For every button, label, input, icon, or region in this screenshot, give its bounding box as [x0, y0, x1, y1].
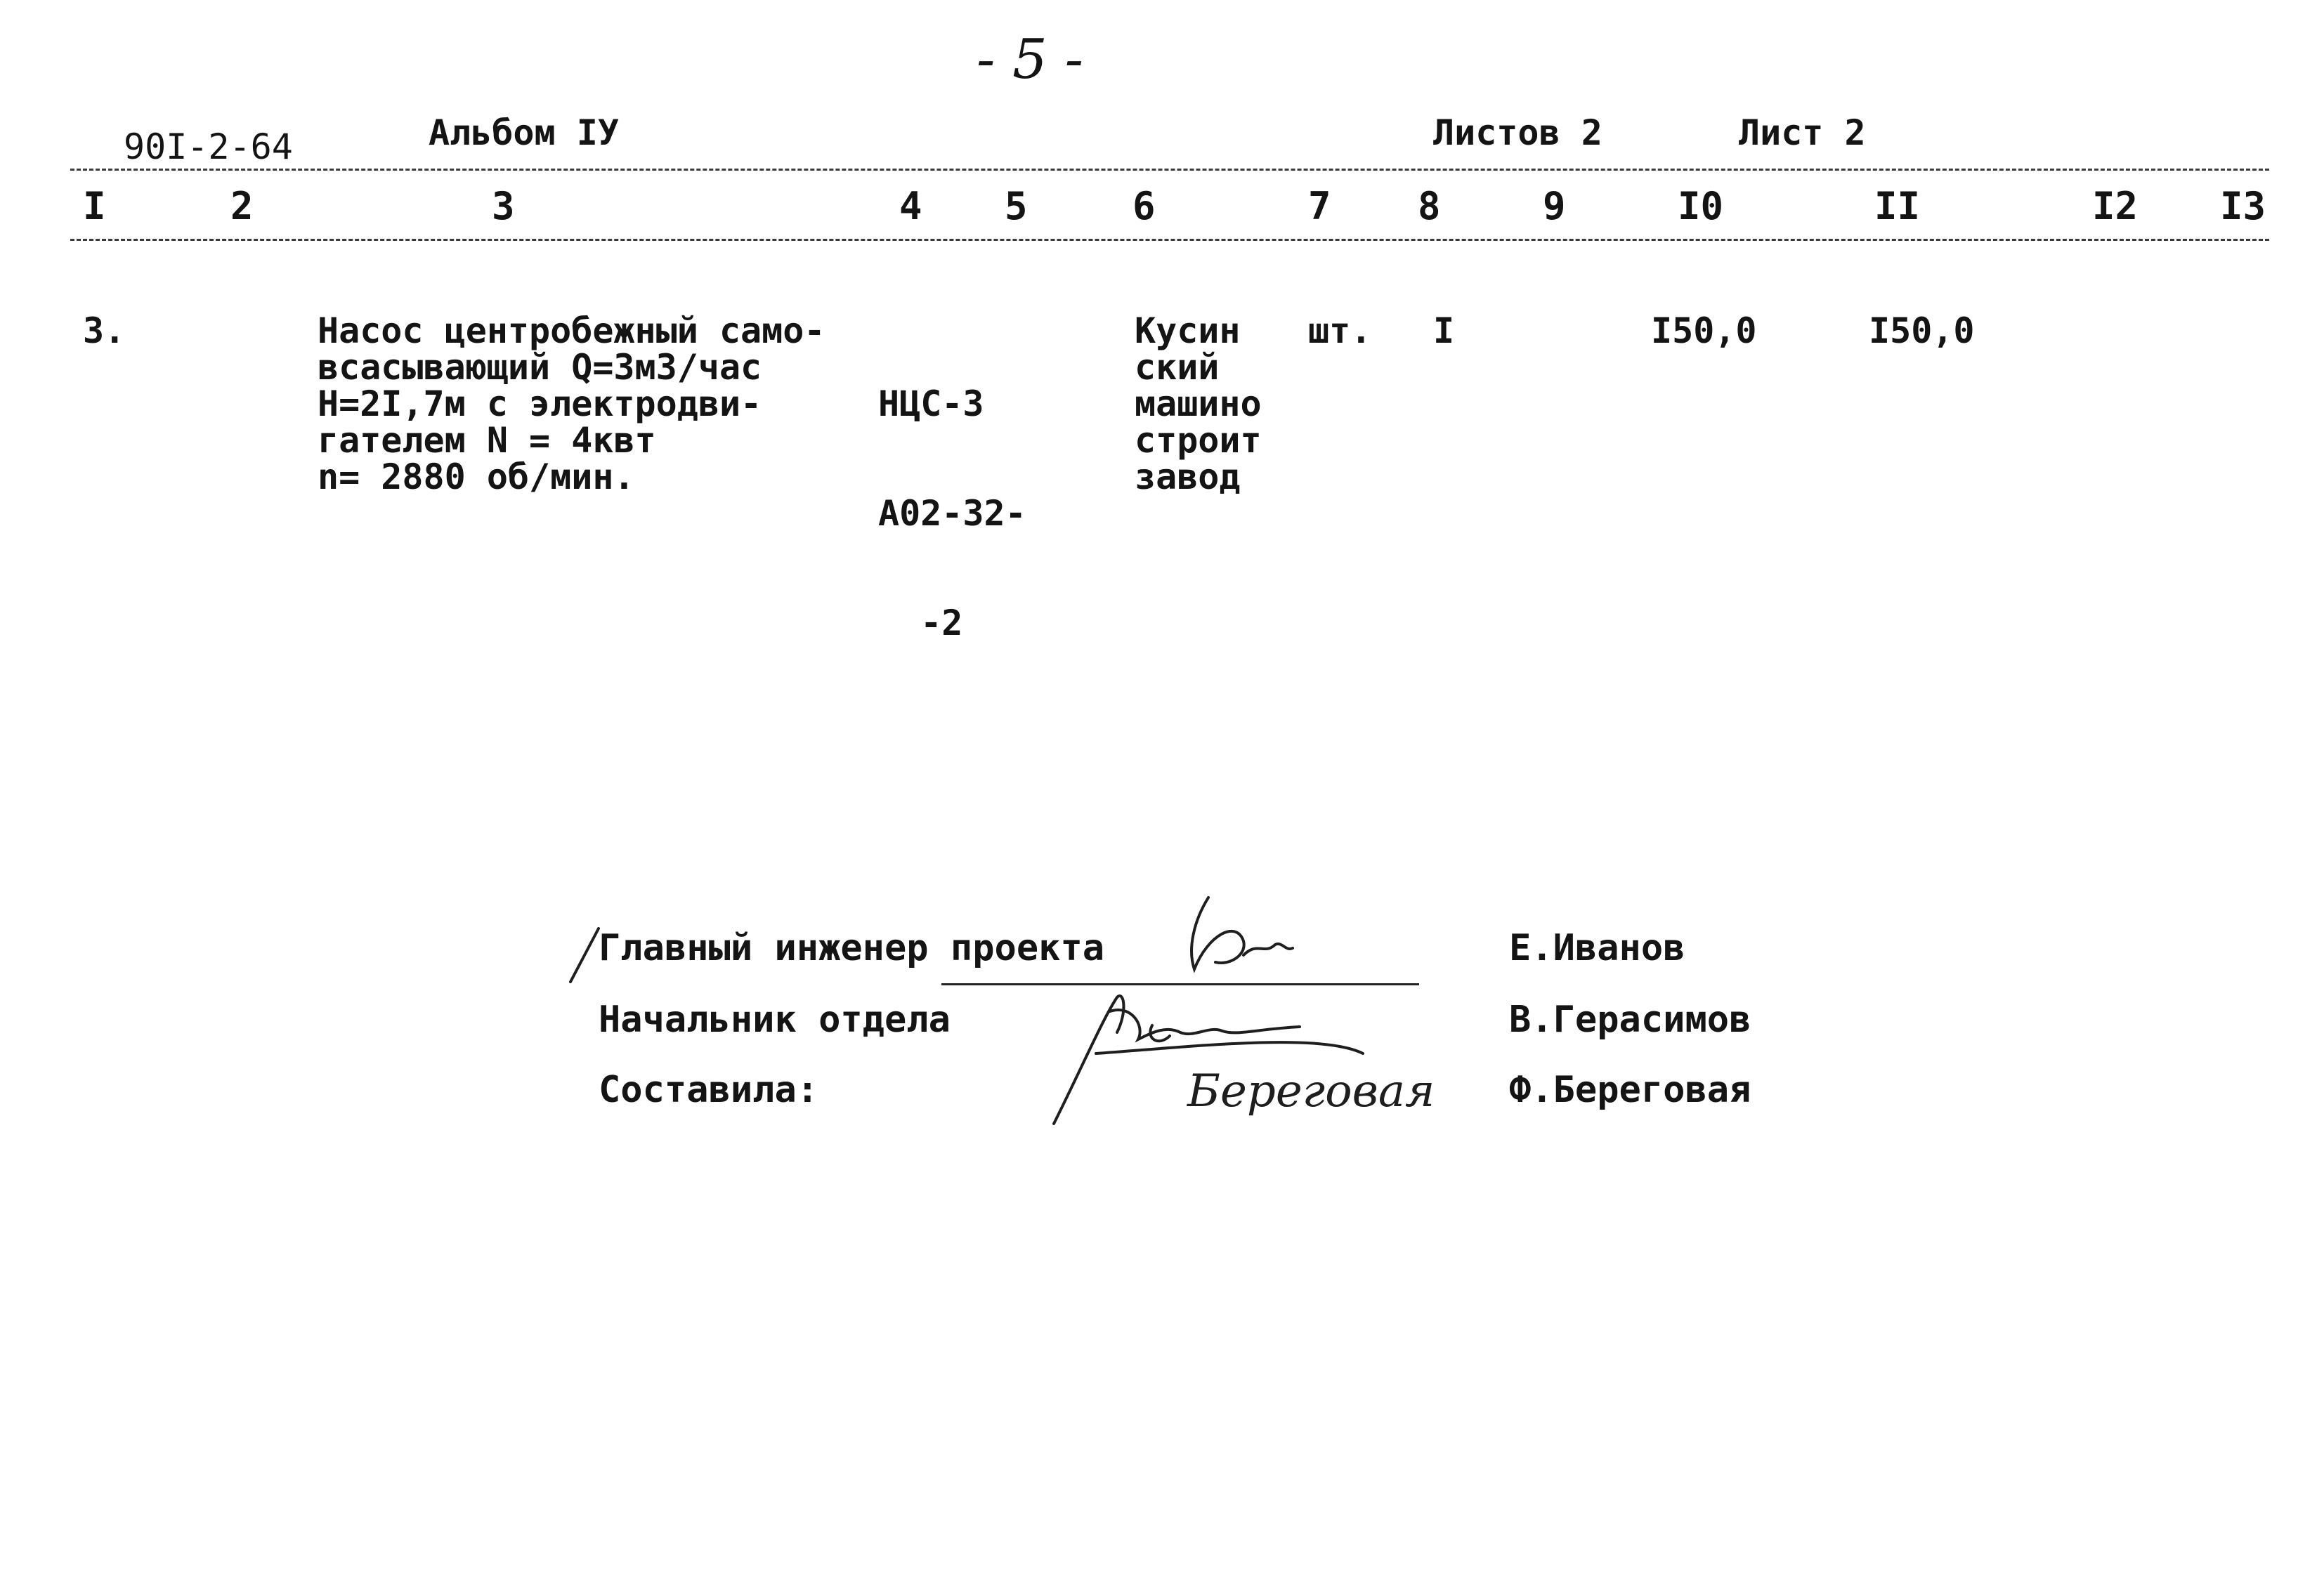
column-number: 2 [230, 184, 254, 228]
column-number: 8 [1418, 184, 1441, 228]
description-line: всасывающий Q=3м3/час [318, 347, 762, 388]
item-unit: шт. [1308, 310, 1372, 351]
department-head-label: Начальник отдела [599, 999, 951, 1041]
item-quantity: I [1433, 310, 1455, 351]
department-head-name: В.Герасимов [1509, 999, 1751, 1041]
chief-engineer-name: Е.Иванов [1509, 927, 1685, 969]
row-number: 3. [83, 310, 126, 351]
manufacturer-line: ский [1135, 347, 1220, 388]
column-number: I3 [2220, 184, 2266, 228]
type-line: НЦС-3 [878, 383, 984, 424]
manufacturer-line: машино [1135, 383, 1262, 424]
compiled-signature-text: Береговая [1187, 1065, 1435, 1117]
sheet-current: Лист 2 [1739, 112, 1866, 153]
manufacturer-line: Кусин [1135, 310, 1241, 351]
manufacturer-line: строит [1135, 420, 1262, 461]
description-line: n= 2880 об/мин. [318, 457, 635, 497]
type-line: А02-32- [878, 493, 1026, 534]
sheets-total: Листов 2 [1433, 112, 1602, 153]
type-line: -2 [878, 603, 963, 643]
column-number: 5 [1005, 184, 1028, 228]
description-line: гателем N = 4квт [318, 420, 656, 461]
chief-engineer-label: Главный инженер проекта [599, 927, 1105, 969]
column-number: 9 [1543, 184, 1566, 228]
chief-signature [1192, 898, 1293, 969]
column-number: 6 [1132, 184, 1156, 228]
column-number: I0 [1678, 184, 1724, 228]
column-number: II [1874, 184, 1921, 228]
document-code: 90I-2-64 [124, 126, 293, 167]
description-line: Н=2I,7м с электродви- [318, 383, 762, 424]
page-number: - 5 - [977, 28, 1083, 91]
column-number: I2 [2092, 184, 2139, 228]
column-number: I [83, 184, 106, 228]
item-price: I50,0 [1651, 310, 1757, 351]
column-number: 4 [899, 184, 922, 228]
album-label: Альбом IУ [429, 112, 619, 153]
slash-mark [570, 928, 599, 982]
manufacturer-line: завод [1135, 457, 1241, 497]
compiled-by-name: Ф.Береговая [1509, 1069, 1751, 1111]
compiled-by-label: Составила: [599, 1069, 819, 1111]
column-number: 7 [1308, 184, 1331, 228]
description-line: Насос центробежный само- [318, 310, 825, 351]
item-total: I50,0 [1869, 310, 1975, 351]
column-number: 3 [492, 184, 515, 228]
